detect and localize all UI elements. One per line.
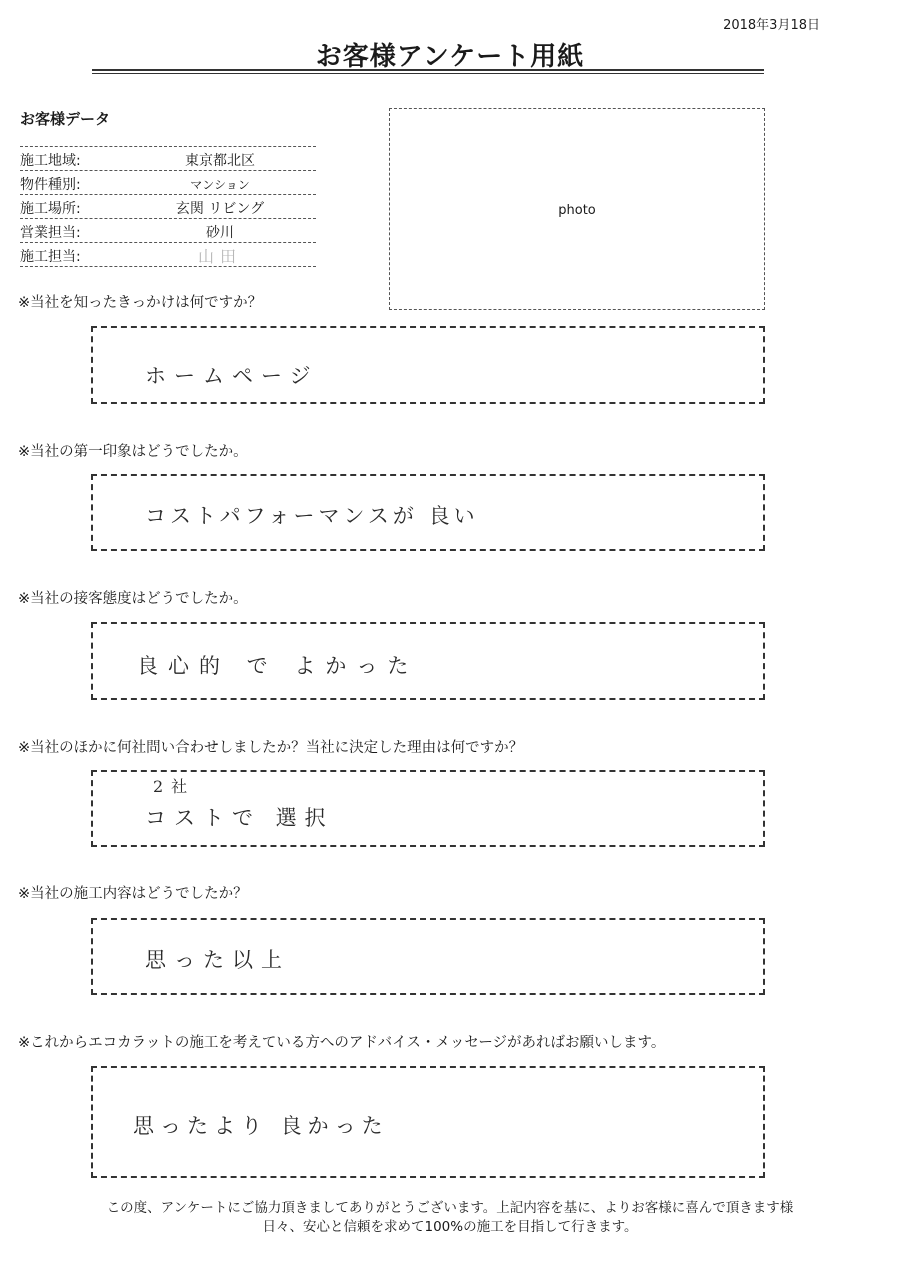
page-title: お客様アンケート用紙 bbox=[315, 42, 585, 72]
customer-row-sales bbox=[20, 219, 316, 243]
photo-label: photo bbox=[558, 203, 596, 218]
customer-row-label: 施工地域: bbox=[20, 153, 81, 169]
customer-row-property-type bbox=[20, 171, 316, 195]
title-underline bbox=[92, 69, 764, 71]
answer-box-4 bbox=[91, 770, 765, 847]
customer-row-location bbox=[20, 195, 316, 219]
customer-row-label: 物件種別: bbox=[20, 177, 81, 193]
question-2: ※当社の第一印象はどうでしたか。 bbox=[18, 444, 248, 460]
customer-row-label: 施工担当: bbox=[20, 249, 81, 265]
answer-box-6 bbox=[91, 1066, 765, 1178]
photo-placeholder bbox=[389, 108, 765, 310]
question-1: ※当社を知ったきっかけは何ですか？ bbox=[18, 295, 263, 311]
question-5: ※当社の施工内容はどうでしたか？ bbox=[18, 886, 248, 902]
customer-row-area bbox=[20, 146, 316, 171]
customer-row-value: 玄関 リビング bbox=[175, 201, 265, 217]
answer-2-handwritten: コストパフォーマンスが 良い bbox=[145, 504, 479, 528]
answer-4-handwritten: コストで 選択 bbox=[145, 806, 334, 830]
answer-4-handwritten-note: 2社 bbox=[153, 777, 196, 796]
customer-row-label: 営業担当: bbox=[20, 225, 81, 241]
answer-box-2 bbox=[91, 474, 765, 551]
answer-box-3 bbox=[91, 622, 765, 700]
answer-6-handwritten: 思ったより 良かった bbox=[133, 1114, 389, 1138]
customer-row-value-handwritten: 山田 bbox=[197, 247, 242, 266]
question-4: ※当社のほかに何社問い合わせしましたか？当社に決定した理由は何ですか？ bbox=[18, 740, 524, 756]
footer-message-line-1: この度、アンケートにご協力頂きましてありがとうございます。上記内容を基に、よりお客様に喜んで頂きます様 bbox=[106, 1200, 794, 1216]
title-underline-thin bbox=[92, 73, 764, 74]
question-6: ※これからエコカラットの施工を考えている方へのアドバイス・メッセージがあればお願いします。 bbox=[18, 1035, 666, 1051]
customer-row-label: 施工場所: bbox=[20, 201, 81, 217]
customer-data-heading: お客様データ bbox=[20, 110, 111, 128]
survey-date: 2018年3月18日 bbox=[723, 18, 820, 33]
answer-box-1 bbox=[91, 326, 765, 404]
customer-data-table bbox=[20, 146, 316, 267]
question-3: ※当社の接客態度はどうでしたか。 bbox=[18, 591, 248, 607]
answer-3-handwritten: 良心的 で よかった bbox=[137, 654, 419, 678]
answer-1-handwritten: ホームページ bbox=[145, 364, 319, 388]
customer-row-value: 東京都北区 bbox=[185, 153, 255, 169]
customer-row-installer bbox=[20, 243, 316, 267]
customer-row-value: 砂川 bbox=[206, 225, 234, 241]
footer-message-line-2: 日々、安心と信頼を求めて100%の施工を目指して行きます。 bbox=[262, 1219, 638, 1235]
answer-box-5 bbox=[91, 918, 765, 995]
answer-5-handwritten: 思った以上 bbox=[145, 948, 290, 972]
customer-row-value: マンション bbox=[190, 178, 250, 192]
